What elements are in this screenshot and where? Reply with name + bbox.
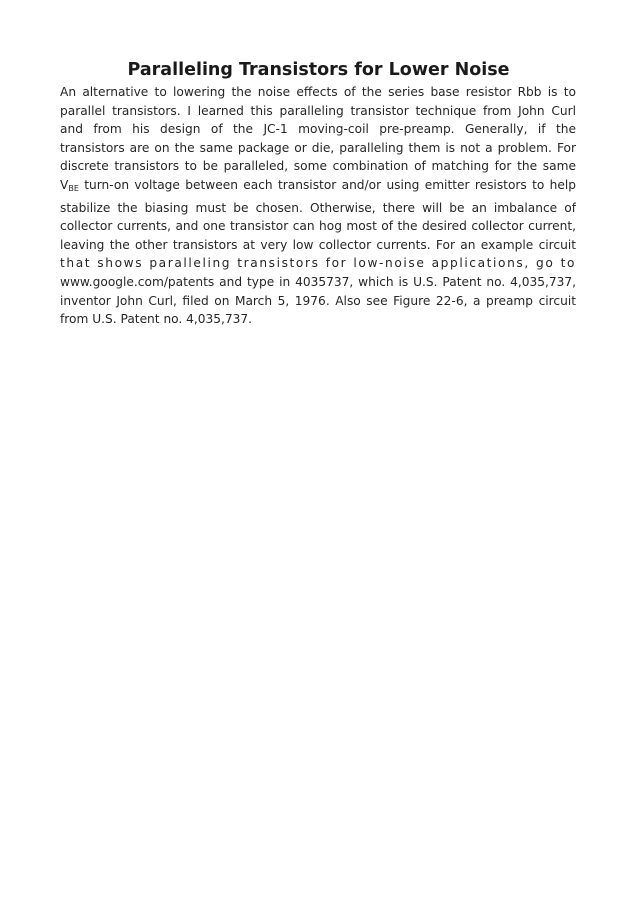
paragraph-line-3: and from his design of the JC-1 moving-coil pre-preamp. Generally, if the	[60, 122, 576, 137]
vbe-symbol: $V_{BE}$	[60, 177, 79, 193]
paragraph-line-10: that shows paralleling transistors for low-noise applications, go to	[60, 256, 576, 271]
paragraph-line-6-text: turn-on voltage between each transistor and/or using emitter resistors to help	[78, 177, 576, 192]
vbe-subscript: BE	[68, 183, 79, 193]
paragraph-line-6	[60, 176, 576, 199]
paragraph-line-12: inventor John Curl, filed on March 5, 1976. Also see Figure 22-6, a preamp circuit	[60, 293, 576, 308]
paragraph-line-1: An alternative to lowering the noise effects of the series base resistor Rbb is to	[60, 85, 576, 99]
paragraph-line-2: parallel transistors. I learned this paralleling transistor technique from John Curl	[60, 103, 576, 118]
body-paragraph	[60, 83, 576, 329]
paragraph-line-13: from U.S. Patent no. 4,035,737.	[60, 312, 253, 327]
paragraph-line-8: collector currents, and one transistor can hog most of the desired collector current,	[60, 219, 576, 234]
paragraph-line-7: stabilize the biasing must be chosen. Otherwise, there will be an imbalance of	[60, 200, 576, 215]
paragraph-line-4: transistors are on the same package or die, paralleling them is not a problem. For	[60, 140, 576, 155]
paragraph-line-5: discrete transistors to be paralleled, some combination of matching for the same	[60, 159, 576, 174]
paragraph-line-11: www.google.com/patents and type in 4035737, which is U.S. Patent no. 4,035,737,	[60, 274, 576, 289]
paragraph-line-9: leaving the other transistors at very low collector currents. For an example circuit	[60, 237, 576, 252]
section-title: Paralleling Transistors for Lower Noise	[127, 60, 510, 80]
